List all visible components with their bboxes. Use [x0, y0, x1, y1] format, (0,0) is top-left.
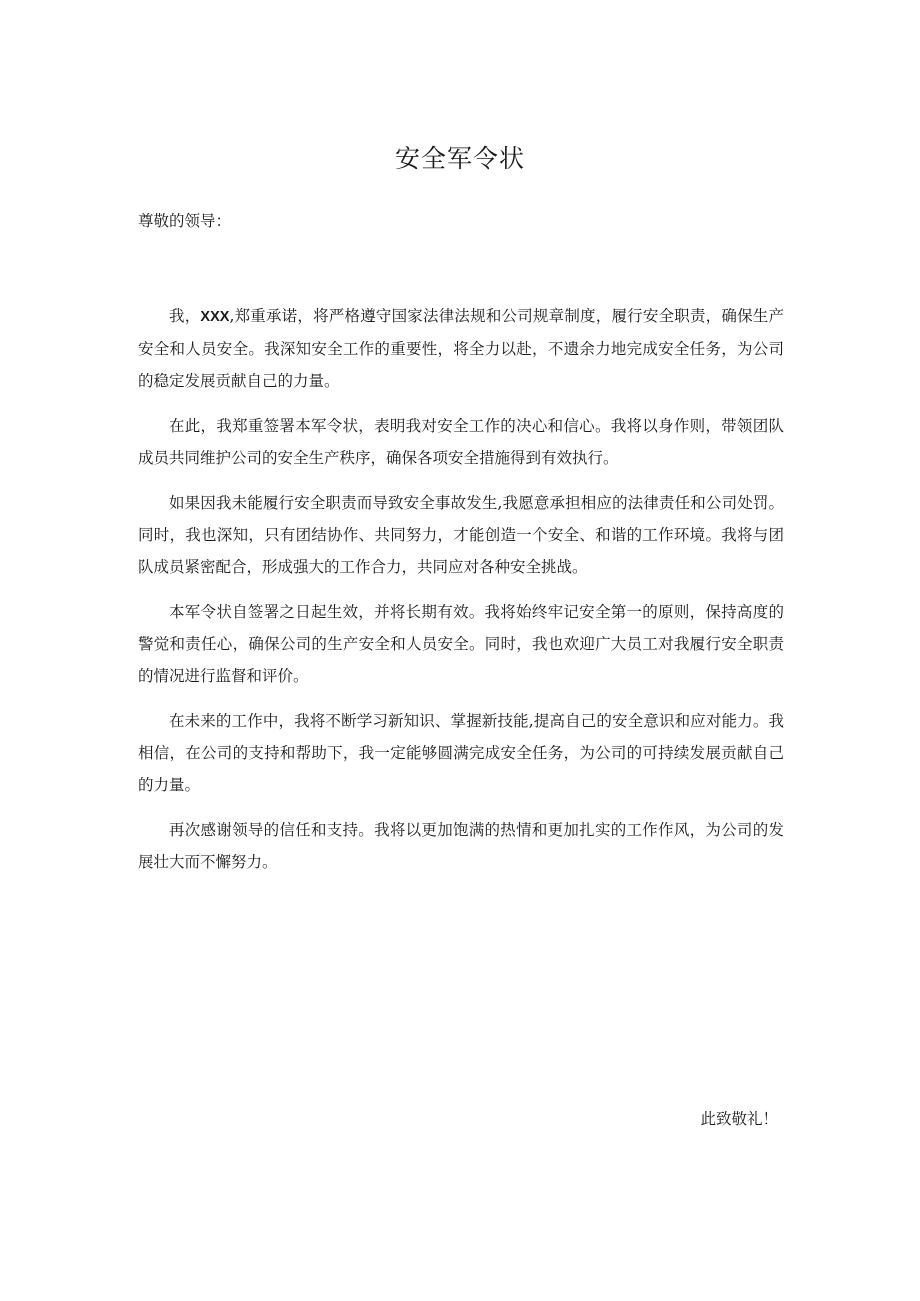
letter-body	[138, 300, 784, 891]
document-title: 安全军令状	[394, 144, 525, 173]
paragraph-text: ,郑重承诺，将严格遵守国家法律法规和公司规章制度，履行安全职责，确保生产安全和人员安全。我深知安全工作的重要性，将全力以赴，不遗余力地完成安全任务，为公司的稳定发展贡献自己的力量。	[138, 307, 784, 390]
salutation: 尊敬的领导：	[138, 212, 232, 230]
signer-name: XXX	[200, 309, 230, 325]
paragraph-future: 在未来的工作中，我将不断学习新知识、掌握新技能,提高自己的安全意识和应对能力。我相信，在公司的支持和帮助下，我一定能够圆满完成安全任务，为公司的可持续发展贡献自己的力量。	[138, 712, 784, 794]
paragraph-responsibility: 如果因我未能履行安全职责而导致安全事故发生,我愿意承担相应的法律责任和公司处罚。同时，我也深知，只有团结协作、共同努力，才能创造一个安全、和谐的工作环境。我将与团队成员紧密配合，形成强大的工作合力，共同应对各种安全挑战。	[138, 494, 784, 576]
closing-salute: 此致敬礼！	[700, 1110, 778, 1128]
paragraph-prefix: 我，	[169, 307, 201, 325]
paragraph-thanks: 再次感谢领导的信任和支持。我将以更加饱满的热情和更加扎实的工作作风，为公司的发展壮大而不懈努力。	[138, 821, 784, 871]
paragraph-validity: 本军令状自签署之日起生效，并将长期有效。我将始终牢记安全第一的原则，保持高度的警觉和责任心，确保公司的生产安全和人员安全。同时，我也欢迎广大员工对我履行安全职责的情况进行监督和评价。	[138, 603, 784, 685]
paragraph-signing: 在此，我郑重签署本军令状，表明我对安全工作的决心和信心。我将以身作则，带领团队成员共同维护公司的安全生产秩序，确保各项安全措施得到有效执行。	[138, 417, 784, 467]
paragraph-commitment	[138, 300, 784, 397]
